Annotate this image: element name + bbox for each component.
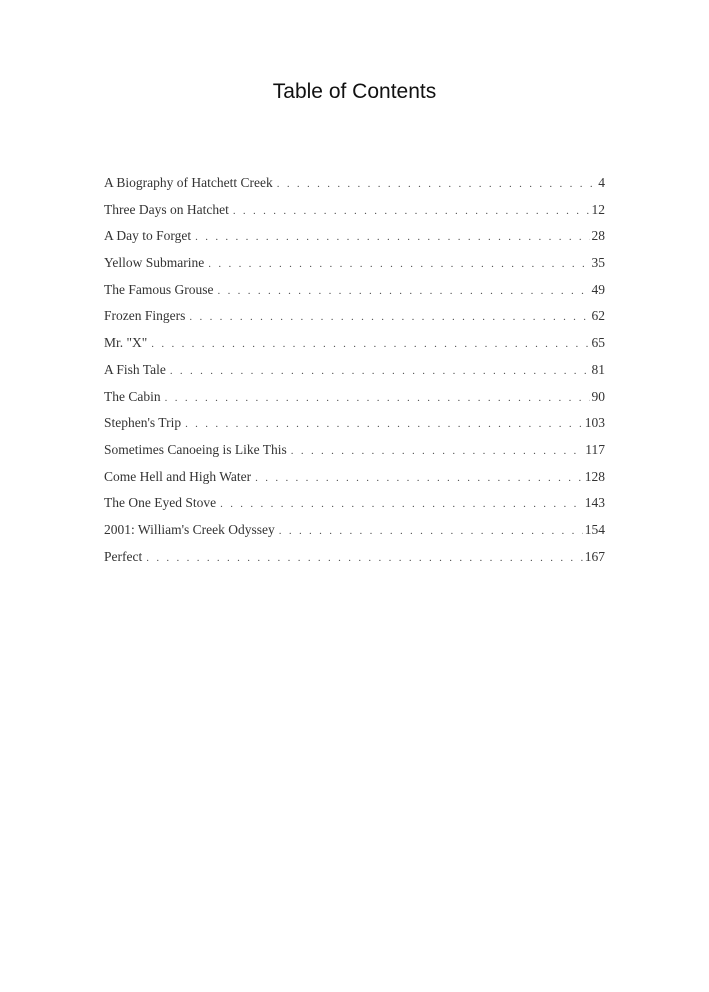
toc-page-number: 90 [591,388,605,404]
dot-leader [255,472,583,484]
dot-leader [208,258,589,270]
toc-entry-title: Frozen Fingers [104,308,186,324]
dot-leader [220,498,583,510]
toc-entry-title: The Cabin [104,388,161,404]
toc-entry-title: A Fish Tale [104,361,166,377]
dot-leader [195,231,589,243]
dot-leader [185,418,583,430]
toc-entry-title: Mr. "X" [104,335,148,351]
toc-entry-title: Perfect [104,548,143,564]
toc-entry[interactable] [104,389,605,416]
toc-entry[interactable] [104,522,605,549]
toc-entry[interactable] [104,175,605,202]
toc-page-number: 65 [591,335,605,351]
toc-page-number: 49 [591,281,605,297]
toc-entry-title: Stephen's Trip [104,415,182,431]
page-title: Table of Contents [272,80,437,103]
dot-leader [151,338,589,350]
dot-leader [146,552,583,564]
toc-entry-title: Yellow Submarine [104,255,205,271]
toc-entry[interactable] [104,442,605,469]
toc-page-number: 128 [584,468,605,484]
toc-page-number: 103 [584,415,605,431]
dot-leader [233,205,590,217]
toc-page-number: 35 [591,255,605,271]
toc-page-number: 62 [591,308,605,324]
toc-entry[interactable] [104,495,605,522]
toc-entry[interactable] [104,308,605,335]
dot-leader [217,285,589,297]
toc-entry[interactable] [104,202,605,229]
toc-page-number: 4 [598,175,605,190]
dot-leader [189,311,589,323]
toc-list [104,175,605,575]
toc-entry[interactable] [104,549,605,576]
toc-entry-title: A Day to Forget [104,228,192,244]
toc-page-number: 154 [584,521,605,537]
toc-entry-title: A Biography of Hatchett Creek [104,175,273,190]
toc-entry[interactable] [104,228,605,255]
toc-entry-title: The One Eyed Stove [104,495,217,511]
dot-leader [291,445,584,457]
toc-entry-title: Three Days on Hatchet [104,201,229,217]
toc-page-number: 143 [584,495,605,511]
toc-entry-title: 2001: William's Creek Odyssey [104,521,275,537]
toc-entry[interactable] [104,469,605,496]
dot-leader [279,525,583,537]
toc-entry[interactable] [104,282,605,309]
toc-page-number: 117 [585,441,605,457]
toc-page-number: 28 [591,228,605,244]
toc-entry-title: Sometimes Canoeing is Like This [104,441,287,457]
toc-entry[interactable] [104,335,605,362]
dot-leader [277,178,597,190]
dot-leader [170,365,590,377]
toc-page-number: 167 [584,548,605,564]
toc-entry-title: Come Hell and High Water [104,468,252,484]
toc-entry[interactable] [104,415,605,442]
toc-page-number: 12 [591,201,605,217]
toc-entry[interactable] [104,255,605,282]
toc-entry[interactable] [104,362,605,389]
toc-entry-title: The Famous Grouse [104,281,214,297]
dot-leader [165,392,590,404]
toc-page-number: 81 [591,361,605,377]
